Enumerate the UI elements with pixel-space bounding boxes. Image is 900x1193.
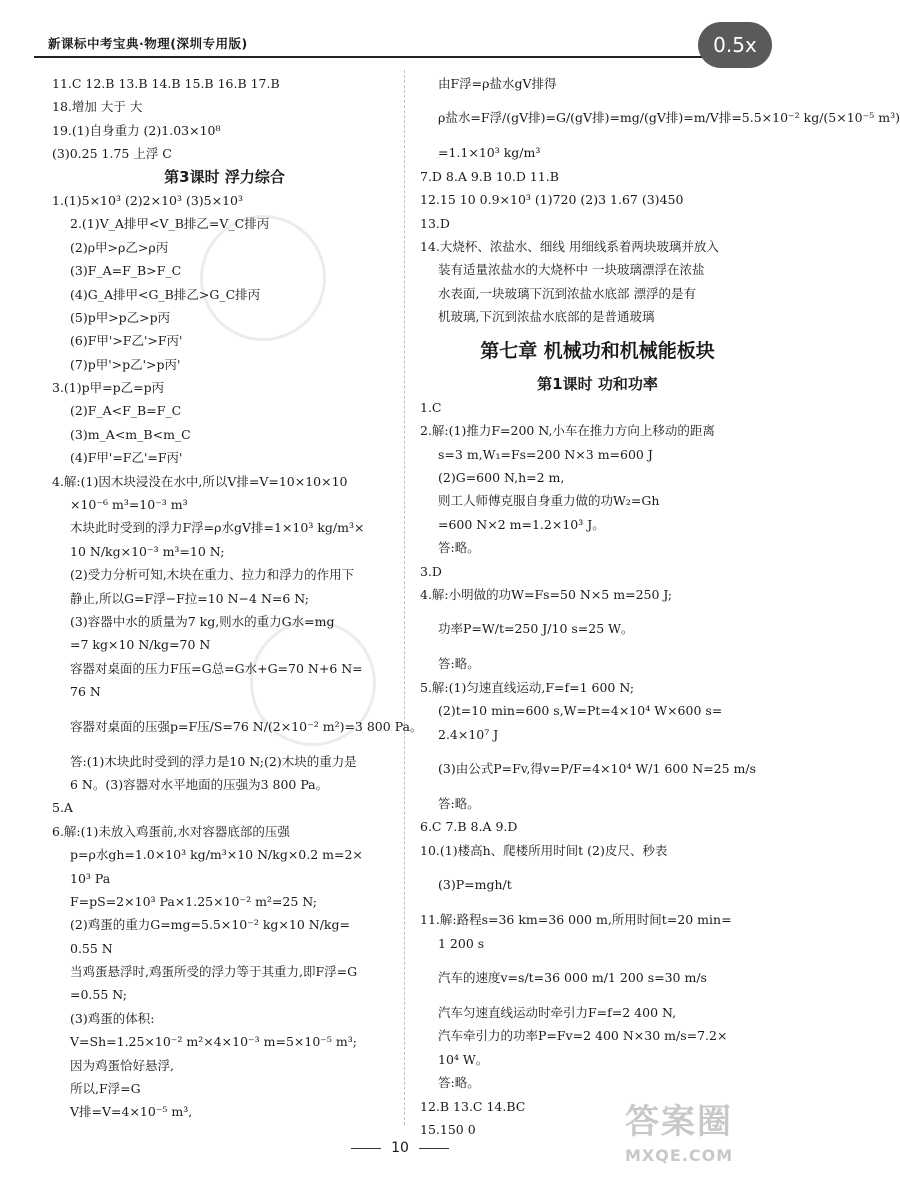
left-answer-line: (5)p甲>p乙>p丙 <box>70 309 171 325</box>
right-answer-line: 2.4×10⁷ J <box>438 726 499 742</box>
watermark-logo: 答案圈 <box>625 1102 733 1142</box>
left-answer-line: 木块此时受到的浮力F浮=ρ水gV排=1×10³ kg/m³× <box>70 520 365 536</box>
left-answer-line: 18.增加 大于 大 <box>52 99 143 115</box>
left-answer-line: (7)p甲'>p乙'>p丙' <box>70 356 181 372</box>
left-answer-line: F=pS=2×10³ Pa×1.25×10⁻² m²=25 N; <box>70 893 317 909</box>
right-answer-line: s=3 m,W₁=Fs=200 N×3 m=600 J <box>438 446 653 462</box>
right-column <box>420 72 900 1141</box>
right-answer-line: 11.解:路程s=36 km=36 000 m,所用时间t=20 min= <box>420 912 732 928</box>
right-answer-line: 水表面,一块玻璃下沉到浓盐水底部 漂浮的是有 <box>438 285 696 301</box>
right-answer-line: 10⁴ W。 <box>438 1051 489 1067</box>
site-watermark <box>625 1098 770 1180</box>
left-answer-line: (3)F_A=F_B>F_C <box>70 263 182 279</box>
left-answer-line: (2)受力分析可知,木块在重力、拉力和浮力的作用下 <box>70 567 355 583</box>
page-number: 10 <box>391 1140 409 1156</box>
left-answer-line: 当鸡蛋悬浮时,鸡蛋所受的浮力等于其重力,即F浮=G <box>70 964 358 980</box>
left-answer-line: 76 N <box>70 684 101 700</box>
right-answer-line: 13.D <box>420 215 450 231</box>
right-answer-line: 第1课时 功和功率 <box>537 374 658 393</box>
right-answer-line: 1 200 s <box>438 935 485 951</box>
right-answer-line: (2)t=10 min=600 s,W=Pt=4×10⁴ W×600 s= <box>438 703 723 719</box>
left-answer-line: 10³ Pa <box>70 870 111 886</box>
right-answer-line: 机玻璃,下沉到浓盐水底部的是普通玻璃 <box>438 309 655 325</box>
right-answer-line: 2.解:(1)推力F=200 N,小车在推力方向上移动的距离 <box>420 423 715 439</box>
page-header <box>34 26 764 58</box>
right-answer-line: ρ盐水=F浮/(gV排)=G/(gV排)=mg/(gV排)=m/V排=5.5×10⁻² kg/(5×10⁻⁵ m³) <box>438 110 900 126</box>
right-answer-line: 10.(1)楼高h、爬楼所用时间t (2)皮尺、秒表 <box>420 842 668 858</box>
left-column <box>52 72 423 1124</box>
left-answer-line: 5.A <box>52 800 73 816</box>
right-answer-line: 6.C 7.B 8.A 9.D <box>420 819 518 835</box>
right-answer-line: 第七章 机械功和机械能板块 <box>480 339 715 362</box>
left-answer-line: 3.(1)p甲=p乙=p丙 <box>52 380 165 396</box>
right-answer-line: 装有适量浓盐水的大烧杯中 一块玻璃漂浮在浓盐 <box>438 262 705 278</box>
left-answer-line: 因为鸡蛋恰好悬浮, <box>70 1057 174 1073</box>
footer-dash <box>419 1148 449 1149</box>
left-answer-line: 10 N/kg×10⁻³ m³=10 N; <box>70 543 225 559</box>
book-title: 新课标中考宝典·物理(深圳专用版) <box>48 36 248 51</box>
left-answer-line: 2.(1)V_A排甲<V_B排乙=V_C排丙 <box>70 216 270 232</box>
right-answer-line: =1.1×10³ kg/m³ <box>438 145 541 161</box>
right-answer-line: 12.B 13.C 14.BC <box>420 1098 526 1114</box>
right-answer-line: 1.C <box>420 399 442 415</box>
right-answer-line: 15.150 0 <box>420 1121 476 1137</box>
left-answer-line: (2)ρ甲>ρ乙>ρ丙 <box>70 239 169 255</box>
left-answer-line: (3)0.25 1.75 上浮 C <box>52 146 172 162</box>
left-answer-line: 0.55 N <box>70 940 113 956</box>
right-answer-line: =600 N×2 m=1.2×10³ J。 <box>438 516 605 532</box>
right-answer-line: 功率P=W/t=250 J/10 s=25 W。 <box>438 621 634 637</box>
left-answer-line: =7 kg×10 N/kg=70 N <box>70 637 211 653</box>
left-answer-line: V=Sh=1.25×10⁻² m²×4×10⁻³ m=5×10⁻⁵ m³; <box>70 1034 357 1050</box>
left-answer-line: 6 N。(3)容器对水平地面的压强为3 800 Pa。 <box>70 776 329 792</box>
right-answer-line: 答:略。 <box>438 1075 480 1091</box>
left-answer-line: 6.解:(1)未放入鸡蛋前,水对容器底部的压强 <box>52 823 290 839</box>
right-answer-line: (2)G=600 N,h=2 m, <box>438 470 565 486</box>
right-answer-line: (3)由公式P=Fv,得v=P/F=4×10⁴ W/1 600 N=25 m/s <box>438 760 757 776</box>
left-answer-line: 静止,所以G=F浮−F拉=10 N−4 N=6 N; <box>70 590 309 606</box>
right-answer-line: 由F浮=ρ盐水gV排得 <box>438 76 557 91</box>
left-answer-line: 答:(1)木块此时受到的浮力是10 N;(2)木块的重力是 <box>70 753 357 769</box>
watermark-site: MXQE.COM <box>625 1146 734 1165</box>
left-answer-line: 容器对桌面的压强p=F压/S=76 N/(2×10⁻² m²)=3 800 Pa。 <box>70 718 423 734</box>
right-answer-line: 4.解:小明做的功W=Fs=50 N×5 m=250 J; <box>420 587 673 603</box>
left-answer-line: 所以,F浮=G <box>70 1081 141 1097</box>
left-answer-line: =0.55 N; <box>70 987 127 1003</box>
right-answer-line: 3.D <box>420 563 442 579</box>
footer-dash <box>351 1148 381 1149</box>
column-divider <box>404 70 405 1125</box>
right-answer-line: 7.D 8.A 9.B 10.D 11.B <box>420 168 559 184</box>
right-answer-line: 汽车的速度v=s/t=36 000 m/1 200 s=30 m/s <box>438 969 707 985</box>
right-answer-line: 答:略。 <box>438 540 480 556</box>
right-answer-line: 汽车牵引力的功率P=Fv=2 400 N×30 m/s=7.2× <box>438 1028 728 1044</box>
left-answer-line: (4)F甲'=F乙'=F丙' <box>70 450 183 466</box>
left-answer-line: 11.C 12.B 13.B 14.B 15.B 16.B 17.B <box>52 76 280 91</box>
right-answer-line: 汽车匀速直线运动时牵引力F=f=2 400 N, <box>438 1004 677 1020</box>
left-answer-line: 4.解:(1)因木块浸没在水中,所以V排=V=10×10×10 <box>52 473 348 489</box>
left-answer-line: 第3课时 浮力综合 <box>164 167 285 186</box>
left-answer-line: V排=V=4×10⁻⁵ m³, <box>70 1104 193 1120</box>
left-answer-line: (3)容器中水的质量为7 kg,则水的重力G水=mg <box>70 613 335 629</box>
left-answer-line: 1.(1)5×10³ (2)2×10³ (3)5×10³ <box>52 192 244 208</box>
left-answer-line: (6)F甲'>F乙'>F丙' <box>70 333 183 349</box>
left-answer-line: (2)F_A<F_B=F_C <box>70 403 182 419</box>
left-answer-line: p=ρ水gh=1.0×10³ kg/m³×10 N/kg×0.2 m=2× <box>70 847 363 863</box>
left-answer-line: 19.(1)自身重力 (2)1.03×10⁸ <box>52 122 221 138</box>
right-answer-line: 答:略。 <box>438 656 480 672</box>
left-answer-line: ×10⁻⁶ m³=10⁻³ m³ <box>70 497 188 513</box>
right-answer-line: 5.解:(1)匀速直线运动,F=f=1 600 N; <box>420 679 635 695</box>
left-answer-line: 容器对桌面的压力F压=G总=G水+G=70 N+6 N= <box>70 660 363 676</box>
right-answer-line: 则工人师傅克服自身重力做的功W₂=Gh <box>438 493 660 509</box>
right-answer-line: (3)P=mgh/t <box>438 877 512 893</box>
right-answer-line: 14.大烧杯、浓盐水、细线 用细线系着两块玻璃并放入 <box>420 238 719 254</box>
left-answer-line: (2)鸡蛋的重力G=mg=5.5×10⁻² kg×10 N/kg= <box>70 917 350 933</box>
right-answer-line: 12.15 10 0.9×10³ (1)720 (2)3 1.67 (3)450 <box>420 192 684 208</box>
left-answer-line: (3)鸡蛋的体积: <box>70 1010 155 1026</box>
zoom-level-badge[interactable]: 0.5x <box>698 22 772 68</box>
left-answer-line: (4)G_A排甲<G_B排乙>G_C排丙 <box>70 286 261 302</box>
right-answer-line: 答:略。 <box>438 795 480 811</box>
left-answer-line: (3)m_A<m_B<m_C <box>70 426 191 442</box>
